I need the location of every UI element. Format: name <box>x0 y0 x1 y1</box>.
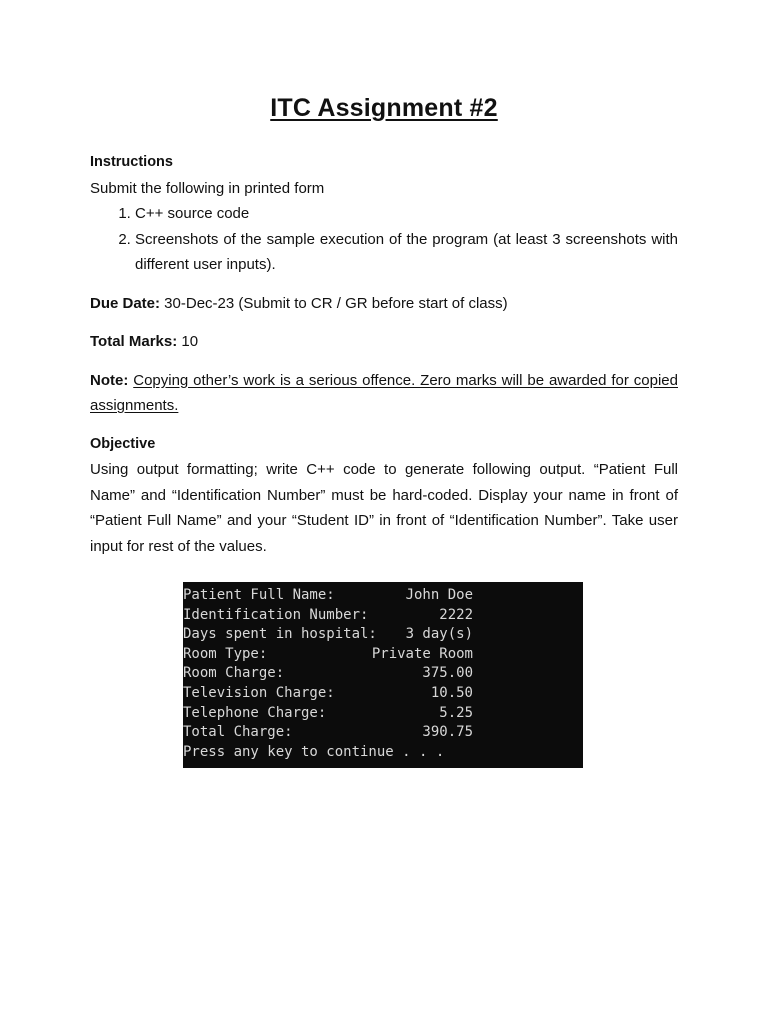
document-title: ITC Assignment #2 <box>270 94 498 122</box>
objective-heading: Objective <box>90 435 156 452</box>
console-screenshot <box>183 582 583 768</box>
console-label: Telephone Charge: <box>183 704 327 721</box>
total-marks-label: Total Marks: <box>90 333 178 350</box>
console-value: 2222 <box>439 606 473 623</box>
console-value: 10.50 <box>430 684 473 701</box>
console-label: Room Type: <box>183 645 268 662</box>
console-label: Room Charge: <box>183 665 285 682</box>
console-prompt: Press any key to continue . . . <box>183 743 445 760</box>
instruction-item: 2. Screenshots of the sample execution of the program (at least 3 screenshots with different user inputs). <box>135 227 678 278</box>
console-value: 390.75 <box>422 724 473 741</box>
instructions-heading: Instructions <box>90 154 173 170</box>
note-text: Copying other’s work is a serious offence. Zero marks will be awarded for copied assignments. <box>90 371 678 414</box>
console-value: 5.25 <box>439 704 473 721</box>
instruction-item: 1. C++ source code <box>135 201 678 227</box>
console-value: 3 day(s) <box>405 626 473 643</box>
objective-text: Using output formatting; write C++ code to generate following output. “Patient Full Name” and “Identification Number” must be hard-coded. Display your name in front of “Patient Full Name” and your “Student ID” in front of “Identification Number”. Take user input for rest of the values. <box>90 461 678 555</box>
instructions-intro: Submit the following in printed form <box>90 179 325 197</box>
console-value: 375.00 <box>422 665 473 682</box>
console-row <box>183 586 583 606</box>
console-row <box>183 625 583 645</box>
console-row <box>183 723 583 743</box>
console-row <box>183 664 583 684</box>
console-label: Patient Full Name: <box>183 587 335 603</box>
due-date-line <box>90 291 678 317</box>
console-row <box>183 645 583 665</box>
console-label: Television Charge: <box>183 684 335 701</box>
total-marks-line <box>90 329 678 355</box>
due-date-label: Due Date: <box>90 294 161 312</box>
due-date-value: 30-Dec-23 (Submit to CR / GR before start of class) <box>160 294 508 312</box>
console-row <box>183 606 583 626</box>
total-marks-value: 10 <box>177 333 199 350</box>
console-row <box>183 704 583 724</box>
note-label: Note: <box>90 371 129 389</box>
note-line <box>90 368 678 419</box>
instructions-list <box>90 201 678 278</box>
console-value: John Doe <box>405 587 473 603</box>
console-row <box>183 684 583 704</box>
console-value: Private Room <box>371 645 473 662</box>
console-label: Total Charge: <box>183 724 293 741</box>
console-label: Days spent in hospital: <box>183 626 377 643</box>
document-body <box>90 150 678 559</box>
console-label: Identification Number: <box>183 606 369 623</box>
